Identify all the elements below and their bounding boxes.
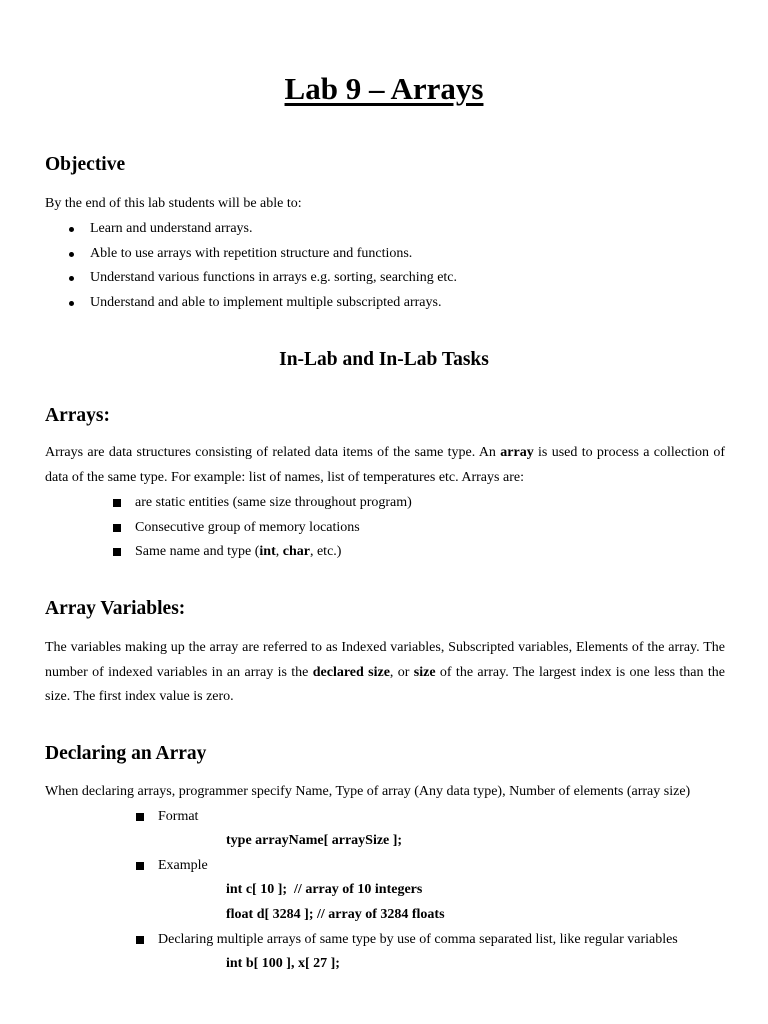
multiple-list <box>158 928 678 953</box>
list-item: Understand various functions in arrays e.g. sorting, searching etc. <box>90 266 457 291</box>
list-item: Learn and understand arrays. <box>90 217 457 242</box>
list-item: Format <box>158 805 198 830</box>
example-code-line: float d[ 3284 ]; // array of 3284 floats <box>226 907 445 922</box>
square-bullet-icon <box>113 548 121 556</box>
list-item: Same name and type (int, char, etc.) <box>135 540 412 565</box>
declaring-heading: Declaring an Array <box>45 743 207 764</box>
page-title: Lab 9 – Arrays <box>284 71 484 106</box>
square-bullet-icon <box>136 936 144 944</box>
format-list <box>158 805 198 830</box>
list-item: Declaring multiple arrays of same type by use of comma separated list, like regular variables <box>158 928 678 953</box>
arrays-paragraph: Arrays are data structures consisting of related data items of the same type. An array is used to process a collection of data of the same type. For example: list of names, list of temperatures etc. Arrays are: <box>45 445 725 485</box>
format-code: type arrayName[ arraySize ]; <box>226 833 403 848</box>
objective-intro: By the end of this lab students will be able to: <box>45 196 302 211</box>
array-variables-paragraph: The variables making up the array are referred to as Indexed variables, Subscripted variables, Elements of the array. The number of indexed variables in an array is the declared size, or size of the array. The largest index is one less than the size. The first index value is zero. <box>45 640 725 704</box>
arrays-list <box>135 491 412 565</box>
example-list <box>158 854 208 879</box>
arrays-heading: Arrays: <box>45 405 110 426</box>
square-bullet-icon <box>113 524 121 532</box>
square-bullet-icon <box>136 813 144 821</box>
list-item: Example <box>158 854 208 879</box>
objective-heading: Objective <box>45 154 126 175</box>
bullet-icon <box>69 276 74 281</box>
bullet-icon <box>69 252 74 257</box>
bullet-icon <box>69 227 74 232</box>
list-item: Consecutive group of memory locations <box>135 516 412 541</box>
square-bullet-icon <box>136 862 144 870</box>
list-item: are static entities (same size throughout program) <box>135 491 412 516</box>
bullet-icon <box>69 301 74 306</box>
multiple-code: int b[ 100 ], x[ 27 ]; <box>226 956 340 971</box>
example-code-line: int c[ 10 ]; // array of 10 integers <box>226 882 423 897</box>
list-item: Understand and able to implement multiple subscripted arrays. <box>90 291 457 316</box>
square-bullet-icon <box>113 499 121 507</box>
list-item: Able to use arrays with repetition structure and functions. <box>90 242 457 267</box>
array-variables-heading: Array Variables: <box>45 598 186 619</box>
objective-list <box>90 217 457 315</box>
tasks-heading: In-Lab and In-Lab Tasks <box>279 349 489 370</box>
declaring-intro: When declaring arrays, programmer specify Name, Type of array (Any data type), Number of elements (array size) <box>45 784 691 799</box>
